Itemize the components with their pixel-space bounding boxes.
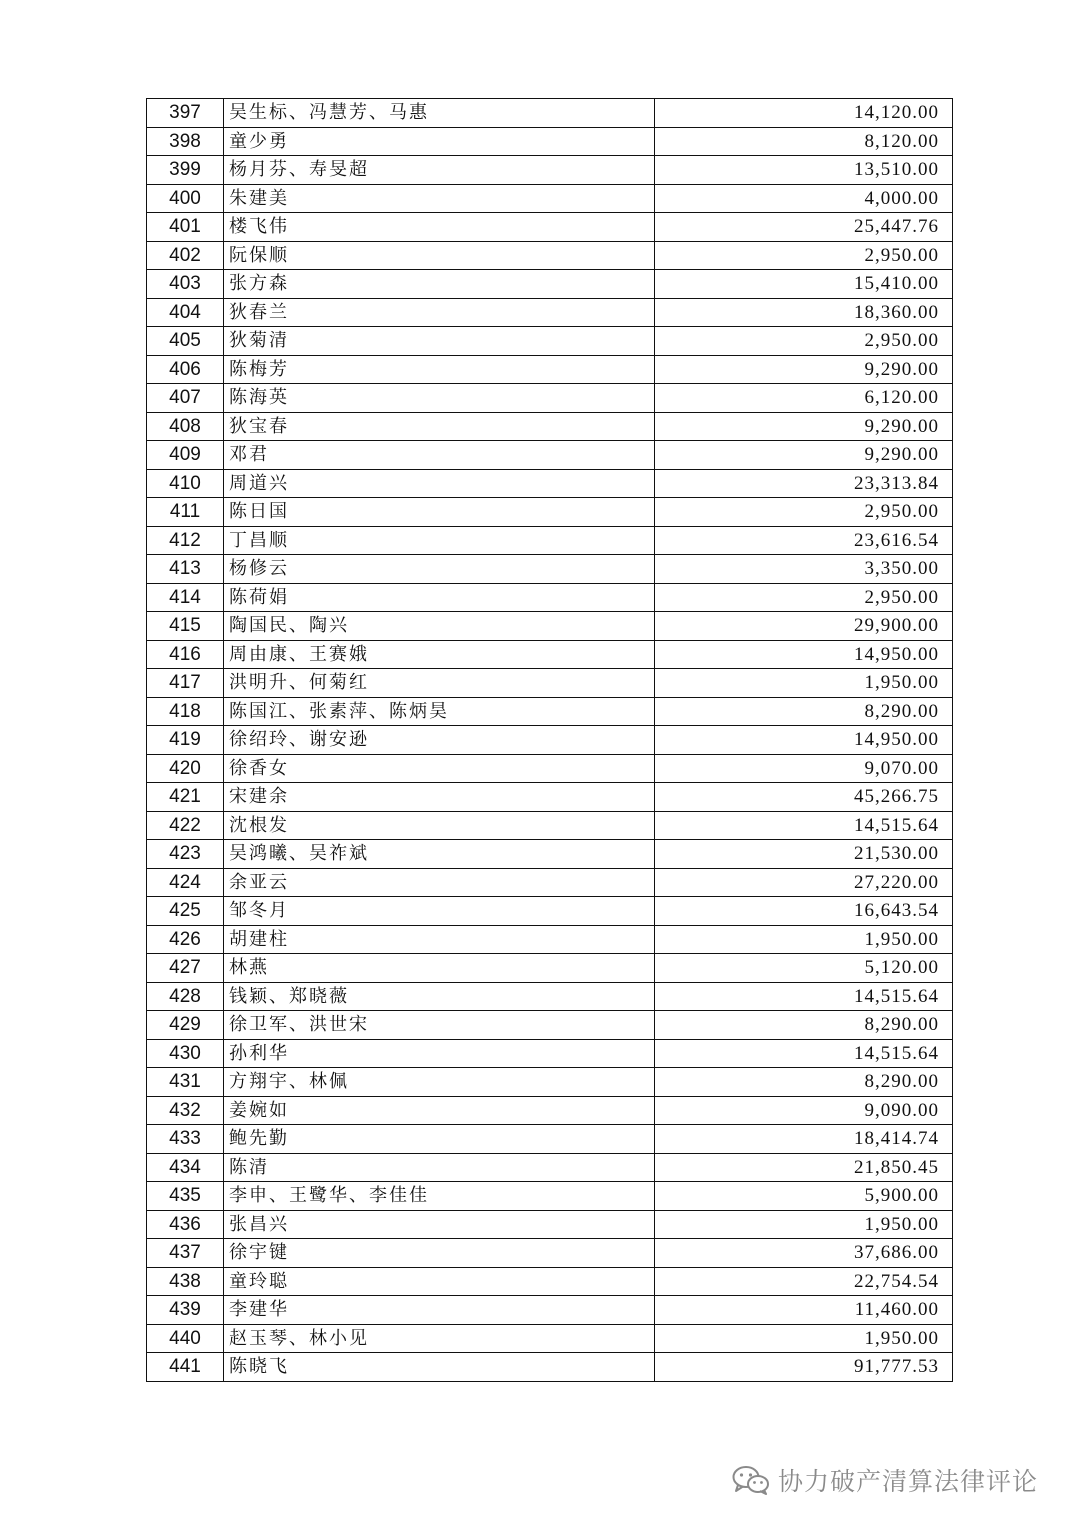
table-row [147, 697, 953, 726]
creditor-name: 徐宇键 [224, 1239, 655, 1268]
claim-amount: 23,616.54 [655, 526, 953, 555]
row-number: 434 [147, 1153, 224, 1182]
creditor-name: 李建华 [224, 1296, 655, 1325]
creditor-name: 狄宝春 [224, 412, 655, 441]
table-row [147, 669, 953, 698]
creditor-name: 狄春兰 [224, 298, 655, 327]
row-number: 404 [147, 298, 224, 327]
row-number: 432 [147, 1096, 224, 1125]
row-number: 427 [147, 954, 224, 983]
creditor-name: 陈荷娟 [224, 583, 655, 612]
row-number: 428 [147, 982, 224, 1011]
row-number: 413 [147, 555, 224, 584]
creditor-name: 陈清 [224, 1153, 655, 1182]
row-number: 411 [147, 498, 224, 527]
table-row [147, 327, 953, 356]
creditor-name: 朱建美 [224, 184, 655, 213]
creditor-name: 阮保顺 [224, 241, 655, 270]
claim-amount: 1,950.00 [655, 1210, 953, 1239]
row-number: 402 [147, 241, 224, 270]
creditor-name: 徐香女 [224, 754, 655, 783]
table-row [147, 270, 953, 299]
creditor-name: 童少勇 [224, 127, 655, 156]
table-row [147, 555, 953, 584]
creditor-name: 周道兴 [224, 469, 655, 498]
row-number: 422 [147, 811, 224, 840]
row-number: 397 [147, 99, 224, 128]
row-number: 414 [147, 583, 224, 612]
claim-amount: 9,070.00 [655, 754, 953, 783]
row-number: 409 [147, 441, 224, 470]
table-row [147, 127, 953, 156]
claim-amount: 2,950.00 [655, 498, 953, 527]
claim-amount: 8,120.00 [655, 127, 953, 156]
row-number: 405 [147, 327, 224, 356]
row-number: 424 [147, 868, 224, 897]
table-row [147, 954, 953, 983]
creditor-name: 余亚云 [224, 868, 655, 897]
table-row [147, 612, 953, 641]
row-number: 410 [147, 469, 224, 498]
claim-amount: 27,220.00 [655, 868, 953, 897]
row-number: 419 [147, 726, 224, 755]
table-row [147, 1239, 953, 1268]
claim-amount: 9,290.00 [655, 441, 953, 470]
creditor-name: 沈根发 [224, 811, 655, 840]
creditor-name: 陈梅芳 [224, 355, 655, 384]
claim-amount: 16,643.54 [655, 897, 953, 926]
table-row [147, 1296, 953, 1325]
claim-amount: 1,950.00 [655, 925, 953, 954]
creditor-name: 徐绍玲、谢安逊 [224, 726, 655, 755]
creditor-name: 陈海英 [224, 384, 655, 413]
creditor-name: 楼飞伟 [224, 213, 655, 242]
table-row [147, 526, 953, 555]
claim-amount: 13,510.00 [655, 156, 953, 185]
row-number: 438 [147, 1267, 224, 1296]
claims-table [146, 98, 953, 1382]
creditor-name: 吴鸿曦、吴祚斌 [224, 840, 655, 869]
row-number: 436 [147, 1210, 224, 1239]
claim-amount: 25,447.76 [655, 213, 953, 242]
creditor-name: 陶国民、陶兴 [224, 612, 655, 641]
row-number: 415 [147, 612, 224, 641]
table-row [147, 811, 953, 840]
row-number: 429 [147, 1011, 224, 1040]
claim-amount: 21,530.00 [655, 840, 953, 869]
table-row [147, 213, 953, 242]
creditor-name: 邓君 [224, 441, 655, 470]
row-number: 418 [147, 697, 224, 726]
creditor-name: 李申、王鹭华、李佳佳 [224, 1182, 655, 1211]
claim-amount: 14,120.00 [655, 99, 953, 128]
row-number: 423 [147, 840, 224, 869]
row-number: 426 [147, 925, 224, 954]
claim-amount: 18,360.00 [655, 298, 953, 327]
claim-amount: 22,754.54 [655, 1267, 953, 1296]
table-row [147, 298, 953, 327]
creditor-name: 童玲聪 [224, 1267, 655, 1296]
creditor-name: 姜婉如 [224, 1096, 655, 1125]
table-row [147, 355, 953, 384]
watermark [732, 1460, 1038, 1500]
claim-amount: 8,290.00 [655, 1011, 953, 1040]
claim-amount: 91,777.53 [655, 1353, 953, 1382]
row-number: 417 [147, 669, 224, 698]
row-number: 421 [147, 783, 224, 812]
table-row [147, 1210, 953, 1239]
claim-amount: 15,410.00 [655, 270, 953, 299]
table-row [147, 241, 953, 270]
claim-amount: 11,460.00 [655, 1296, 953, 1325]
creditor-name: 张方森 [224, 270, 655, 299]
claim-amount: 9,090.00 [655, 1096, 953, 1125]
table-row [147, 1267, 953, 1296]
claim-amount: 1,950.00 [655, 1324, 953, 1353]
claim-amount: 1,950.00 [655, 669, 953, 698]
table-row [147, 184, 953, 213]
claim-amount: 18,414.74 [655, 1125, 953, 1154]
row-number: 408 [147, 412, 224, 441]
row-number: 430 [147, 1039, 224, 1068]
creditor-name: 周由康、王赛娥 [224, 640, 655, 669]
row-number: 425 [147, 897, 224, 926]
creditor-name: 杨修云 [224, 555, 655, 584]
creditor-name: 邹冬月 [224, 897, 655, 926]
creditor-name: 鲍先勤 [224, 1125, 655, 1154]
row-number: 439 [147, 1296, 224, 1325]
claim-amount: 14,515.64 [655, 1039, 953, 1068]
table-row [147, 1125, 953, 1154]
creditor-name: 林燕 [224, 954, 655, 983]
claim-amount: 5,120.00 [655, 954, 953, 983]
table-row [147, 1324, 953, 1353]
claim-amount: 45,266.75 [655, 783, 953, 812]
table-row [147, 99, 953, 128]
row-number: 398 [147, 127, 224, 156]
creditor-name: 赵玉琴、林小见 [224, 1324, 655, 1353]
table-row [147, 384, 953, 413]
table-row [147, 925, 953, 954]
claim-amount: 14,950.00 [655, 640, 953, 669]
table-row [147, 469, 953, 498]
claim-amount: 8,290.00 [655, 697, 953, 726]
table-row [147, 156, 953, 185]
claim-amount: 2,950.00 [655, 241, 953, 270]
row-number: 401 [147, 213, 224, 242]
table-row [147, 1153, 953, 1182]
creditor-name: 丁昌顺 [224, 526, 655, 555]
row-number: 435 [147, 1182, 224, 1211]
wechat-icon [732, 1465, 770, 1495]
row-number: 400 [147, 184, 224, 213]
creditor-name: 杨月芬、寿旻超 [224, 156, 655, 185]
claim-amount: 14,515.64 [655, 811, 953, 840]
claim-amount: 23,313.84 [655, 469, 953, 498]
table-row [147, 583, 953, 612]
table-row [147, 783, 953, 812]
table-row [147, 754, 953, 783]
claims-table-body [147, 99, 953, 1382]
claim-amount: 2,950.00 [655, 327, 953, 356]
creditor-name: 徐卫军、洪世宋 [224, 1011, 655, 1040]
claim-amount: 6,120.00 [655, 384, 953, 413]
claim-amount: 9,290.00 [655, 355, 953, 384]
creditor-name: 陈晓飞 [224, 1353, 655, 1382]
claim-amount: 4,000.00 [655, 184, 953, 213]
creditor-name: 宋建余 [224, 783, 655, 812]
claim-amount: 8,290.00 [655, 1068, 953, 1097]
row-number: 437 [147, 1239, 224, 1268]
table-row [147, 640, 953, 669]
table-row [147, 1096, 953, 1125]
table-row [147, 1011, 953, 1040]
claim-amount: 5,900.00 [655, 1182, 953, 1211]
creditor-name: 钱颖、郑晓薇 [224, 982, 655, 1011]
creditor-name: 洪明升、何菊红 [224, 669, 655, 698]
table-row [147, 982, 953, 1011]
row-number: 416 [147, 640, 224, 669]
row-number: 440 [147, 1324, 224, 1353]
row-number: 407 [147, 384, 224, 413]
claim-amount: 37,686.00 [655, 1239, 953, 1268]
table-row [147, 1039, 953, 1068]
creditor-name: 张昌兴 [224, 1210, 655, 1239]
table-row [147, 441, 953, 470]
table-row [147, 1353, 953, 1382]
watermark-text: 协力破产清算法律评论 [778, 1467, 1039, 1496]
creditor-name: 方翔宇、林佩 [224, 1068, 655, 1097]
row-number: 420 [147, 754, 224, 783]
table-row [147, 726, 953, 755]
table-row [147, 412, 953, 441]
table-row [147, 868, 953, 897]
claim-amount: 21,850.45 [655, 1153, 953, 1182]
row-number: 399 [147, 156, 224, 185]
row-number: 441 [147, 1353, 224, 1382]
creditor-name: 陈日国 [224, 498, 655, 527]
creditor-name: 陈国江、张素萍、陈炳昊 [224, 697, 655, 726]
creditor-name: 孙利华 [224, 1039, 655, 1068]
claim-amount: 2,950.00 [655, 583, 953, 612]
claim-amount: 3,350.00 [655, 555, 953, 584]
table-row [147, 1182, 953, 1211]
row-number: 403 [147, 270, 224, 299]
creditor-name: 胡建柱 [224, 925, 655, 954]
claim-amount: 14,950.00 [655, 726, 953, 755]
table-row [147, 498, 953, 527]
row-number: 412 [147, 526, 224, 555]
table-row [147, 840, 953, 869]
row-number: 406 [147, 355, 224, 384]
creditor-name: 狄菊清 [224, 327, 655, 356]
creditor-name: 吴生标、冯慧芳、马惠 [224, 99, 655, 128]
claim-amount: 9,290.00 [655, 412, 953, 441]
row-number: 431 [147, 1068, 224, 1097]
row-number: 433 [147, 1125, 224, 1154]
claim-amount: 14,515.64 [655, 982, 953, 1011]
table-row [147, 897, 953, 926]
table-row [147, 1068, 953, 1097]
claim-amount: 29,900.00 [655, 612, 953, 641]
